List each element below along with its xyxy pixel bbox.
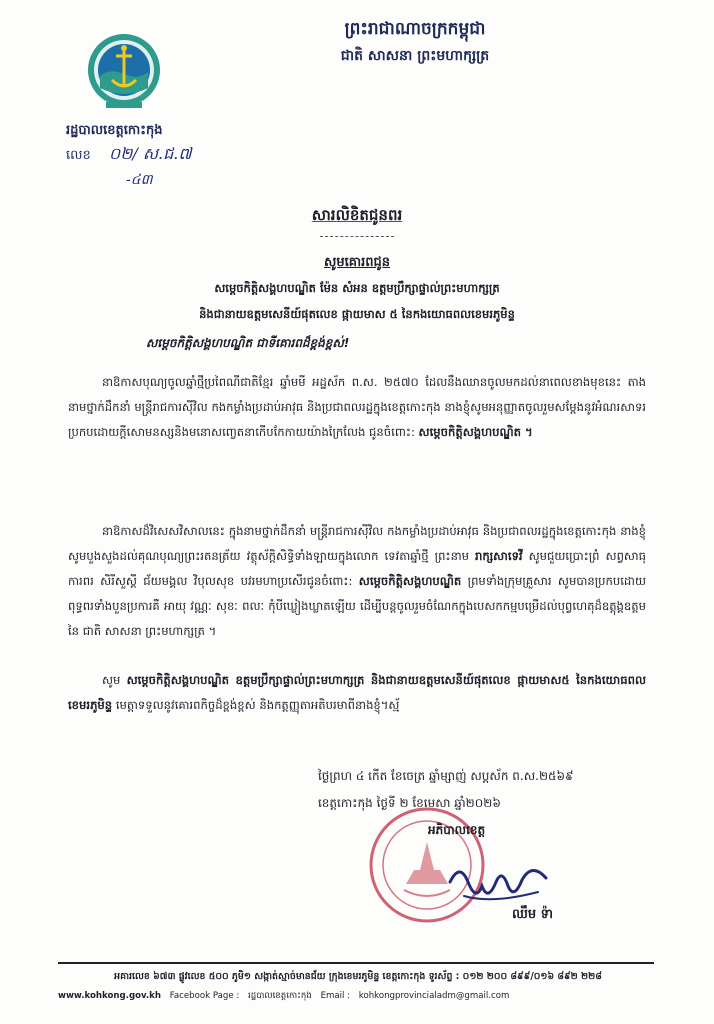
website-link[interactable]: www.kohkong.gov.kh [58, 991, 162, 1001]
national-motto: ជាតិ សាសនា ព្រះមហាក្សត្រ [340, 48, 490, 64]
facebook-page-link[interactable]: រដ្ឋបាលខេត្តកោះកុង [248, 991, 312, 1001]
footer-contacts [58, 991, 658, 1003]
lunar-date: ថ្ងៃព្រហ ៤ កើត ខែចេត្រ ឆ្នាំម្សាញ់ សប្តស័ក ព.ស.២៥៦៩ [318, 769, 574, 783]
footer-address: អគារលេខ ៦៧៣ ផ្លូវលេខ ៥០០ ភូមិ១ សង្កាត់ស្មាច់មានជ័យ ក្រុងខេមរភូមិន្ទ ខេត្តកោះកុង ទូរស័ព្ទ : ០១២ ២០០ ៨៩៩/០១៦ ៨៩២ ២២៨ [114, 971, 602, 982]
number-value: ០២/ ស.ជ.៧ [108, 144, 192, 163]
paragraph-3-text-b: មេត្តាទទួលនូវគោរពកិច្ចដ៏ខ្ពង់ខ្ពស់ និងកត្តញ្ញុតាអតិបរមាពីនាងខ្ញុំ។ស្ម័ [115, 698, 400, 712]
recipient-line-1: សម្តេចកិត្តិសង្គហបណ្ឌិត ម៉ែន សំអន ឧត្តមប្រឹក្សាផ្ទាល់ព្រះមហាក្សត្រ [214, 281, 500, 295]
reference-number [66, 143, 236, 167]
paragraph-1-bold: សម្តេចកិត្តិសង្គហបណ្ឌិត ។ [418, 425, 533, 439]
paragraph-1-text: នាឱកាសបុណ្យចូលឆ្នាំថ្មីប្រពៃណីជាតិខ្មែរ ឆ្នាំមមី អដ្ឋស័ក ព.ស. ២៥៧០ ដែលនឹងឈានចូលមកដល់នាពេលខាងមុខនេះ តាងនាមថ្នាក់ដឹកនាំ មន្ត្រីរាជការស៊ីវិល កងកម្លាំងប្រដាប់អាវុធ និងប្រជាពលរដ្ឋក្នុងខេត្តកោះកុង នាងខ្ញុំសូមអនុញ្ញាតចូលរួមសម្តែងនូវអំណរសាទរ ប្រកបដោយក្តីសោមនស្សនិងមនោសញ្ចេតនាកើបកែកាយយ៉ាងក្រៃលែង ជូនចំពោះ: [68, 375, 646, 439]
title-divider [320, 236, 394, 237]
facebook-label: Facebook Page : [169, 991, 240, 1001]
paragraph-2-text-c: ព្រមទាំងក្រុមគ្រួសារ សូមបានប្រកបដោយពុទ្ធពរទាំងបួនប្រការគឺ អាយុ វណ្ណៈ សុខៈ ពលៈ កុំបីឃ្លៀងឃ្លាតឡើយ ដើម្បីបន្តចូលរួមចំណែកក្នុងបេសកកម្មបម្រើដល់បុព្វហេតុដ៏ឧត្តុង្គឧត្តមនៃ ជាតិ សាសនា ព្រះមហាក្សត្រ ។ [68, 574, 647, 638]
provincial-emblem-logo [86, 30, 162, 114]
email-link[interactable]: kohkongprovincialadm@gmail.com [358, 991, 510, 1001]
footer-divider [58, 962, 654, 964]
paragraph-2-text-a: នាឱកាសដ៏វិសេសវិសាលនេះ ក្នុងនាមថ្នាក់ដឹកនាំ មន្ត្រីរាជការស៊ីវិល កងកម្លាំងប្រដាប់អាវុធ និងប្រជាពលរដ្ឋក្នុងខេត្តកោះកុង នាងខ្ញុំសូមបួងសួងដល់គុណបុណ្យព្រះរតនត្រ័យ វត្ថុស័ក្តិសិទ្ធិទាំងឡាយក្នុងលោក ទេវតាឆ្នាំថ្មី ព្រះនាម [68, 524, 646, 563]
solar-date: ខេត្តកោះកុង ថ្ងៃទី ២ ខែមេសា ឆ្នាំ២០២៦ [318, 796, 501, 810]
signer-name: ឈឹម ទ៉ា [512, 907, 554, 922]
number-suffix: -៤៣ [126, 172, 153, 188]
paragraph-3 [68, 668, 646, 718]
paragraph-1 [68, 370, 646, 445]
number-label: លេខ [66, 148, 91, 163]
kingdom-heading: ព្រះរាជាណាចក្រកម្ពុជា [344, 19, 486, 39]
recipient-line-2: និងជានាយឧត្តមសេនីយ៍ផុតលេខ ផ្កាយមាស ៥ នៃកងយោធពលខេមរភូមិន្ទ [199, 307, 515, 321]
email-label: Email : [320, 991, 351, 1001]
paragraph-3-bold: សម្តេចកិត្តិសង្គហបណ្ឌិត ឧត្តមប្រឹក្សាផ្ទាល់ព្រះមហាក្សត្រ និងជានាយឧត្តមសេនីយ៍ផុតលេខ ផ្កាយមាស៥ នៃកងយោធពលខេមរភូមិន្ទ [68, 673, 647, 712]
respect-heading: សូមគោរពជូន [323, 255, 390, 270]
paragraph-2-text-b: សូមជួយប្រោះព្រំ សព្វសាធុការពរ សិរីសួស្តី ជ័យមង្គល វិបុលសុខ បវរមហាប្រសើរជូនចំពោះ: [68, 549, 647, 588]
paragraph-3-text-a: សូម [102, 673, 121, 687]
paragraph-2-bold: សម្តេចកិត្តិសង្គហបណ្ឌិត [358, 574, 462, 588]
issuing-authority: រដ្ឋបាលខេត្តកោះកុង [66, 123, 163, 138]
salutation: សម្តេចកិត្តិសង្គហបណ្ឌិត ជាទីគោរពដ៏ខ្ពង់ខ្ពស់! [146, 336, 350, 350]
paragraph-2-deity: រាក្សសាទេវី [475, 549, 523, 563]
signer-title: អភិបាលខេត្ត [428, 823, 486, 837]
paragraph-2 [68, 519, 646, 644]
document-title: សារលិខិតជូនពរ [311, 206, 403, 224]
handwritten-signature [442, 852, 562, 912]
